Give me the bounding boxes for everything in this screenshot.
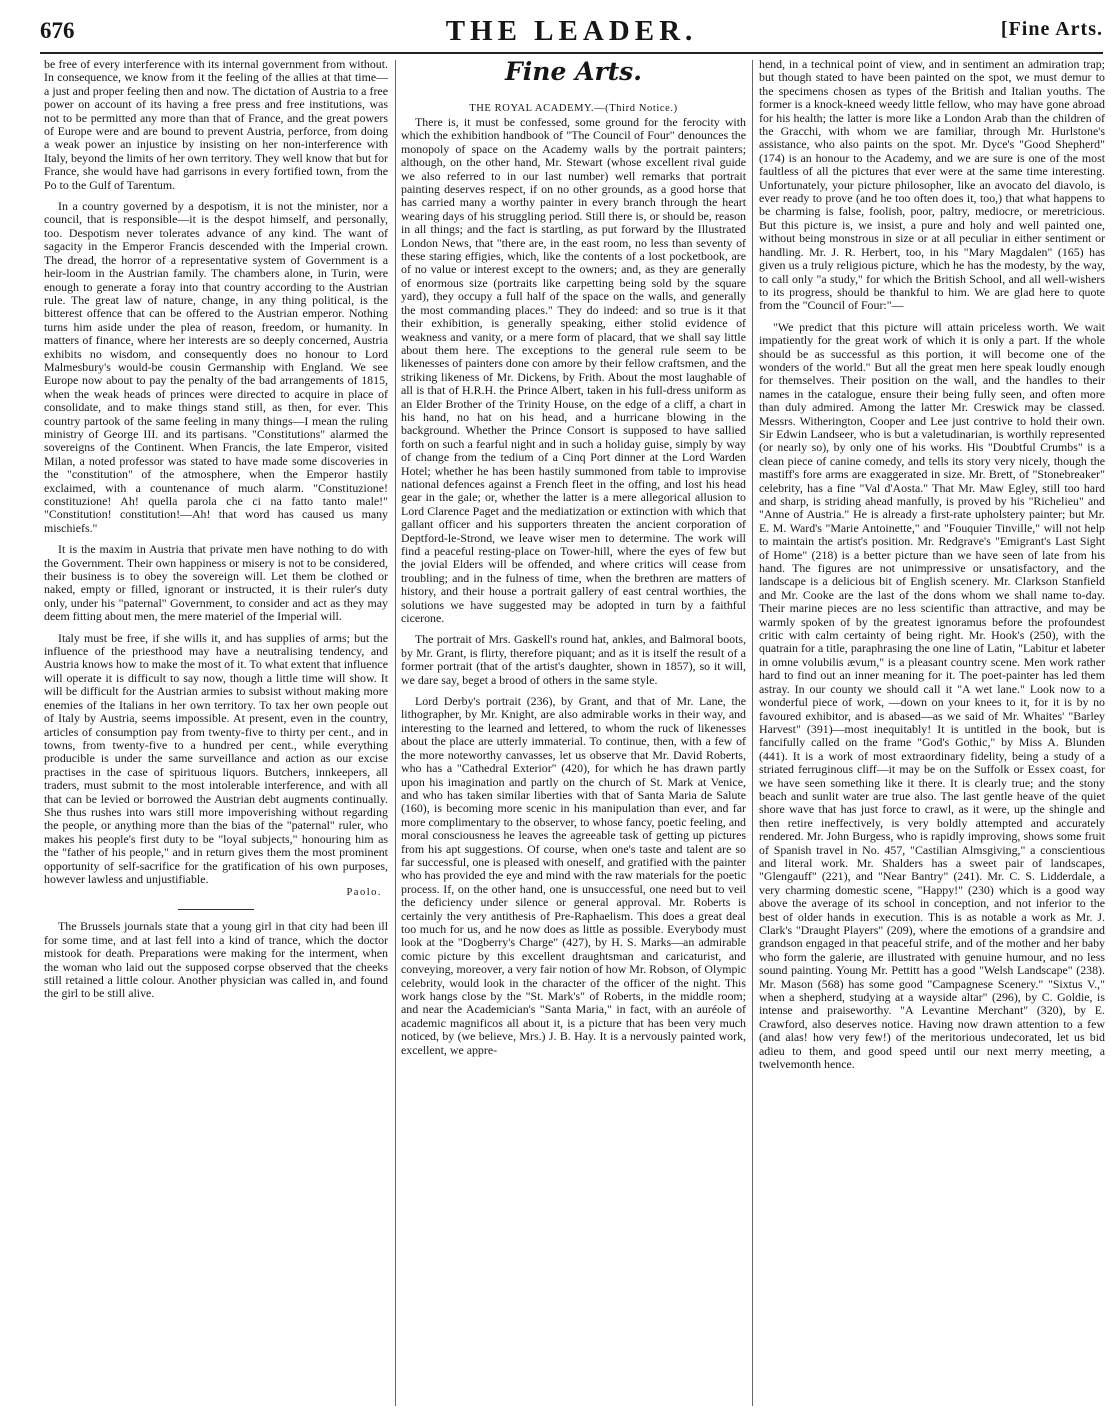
section-title: Fine Arts. [505, 58, 642, 86]
article-paragraph: "We predict that this picture will attain priceless worth. We wait impatiently for the great work of which it is only a part. If the whole should be as successful as this portion, it will become one of the wonders of the world." But all the great men here speak loudly enough for themselves. Their position on the wall, and the handles to their names in the catalogue, ensure their being fully seen, and often more than duly admired. Among the latter Mr. Creswick may be classed. Messrs. Witherington, Cooper and Lee just contrive to hold their own. Sir Edwin Landseer, who is but a valetudinarian, is worthily represented (or nearly so), by only one of his works. His "Doubtful Crumbs" is a clean piece of canine comedy, and tells its story very nicely, though the mastiff's fore arms are exaggerated in size. Mr. Brett, of "Stonebreaker" celebrity, has a fine "Val d'Aosta." That Mr. Maw Egley, still too hard and sharp, is striding ahead manfully, is proved by his "Richelieu" and "Anne of Austria." He is already a first-rate upholstery painter; but Mr. E. M. Ward's "Marie Antoinette," and "Fouquier Tinville," will not help to maintain the artist's position. Mr. Redgrave's "Emigrant's Last Sight of Home" (218) is a better picture than we have seen of late from his hand. The figures are not unimpressive or unsatisfactory, and the landscape is a delicious bit of English scenery. Mr. Clarkson Stanfield and Mr. Cooke are the last of the dons whom we shall name to-day. Their marine pieces are no less scientific than attractive, and may be warmly spoken of by the greatest ignoramus before the profoundest critic with calm certainty of being right. Mr. Hook's (250), with the quatrain for a title, paraphrasing the one line of Latin, "Labitur et labeter in omne volubilis ævum," is a pleasant country scene. Men work rather hard to find out an inner meaning for it. The poet-painter has led them astray. In our county we should call it "A wet lane." Look now to a wonderful piece of work, —down on your knees to it, for it is by no favoured exhibitor, and is abased—as we said of Mr. Whaites' "Barley Harvest" (391)—most inequitably! It is untitled in the book, but is fancifully called on the frame "God's Gothic," by Miss A. Blunden (441). It is a work of most extraordinary fidelity, being a study of a striated ferruginous cliff—it may be on the Suffolk or Essex coast, for we have seen something like it there. It is clearly true; and the stony beach and sunlit water are true also. The last gentle heave of the quiet shore wave that has just force to crawl, as it were, up the shingle and then retire ineffectively, is very boldly attempted and accurately rendered. Mr. John Burgess, who is rapidly improving, shows some fruit of Spanish travel in No. 457, "Castilian Almsgiving," a conscientious and literal work. Mr. Shalders has a sweet pair of landscapes, "Glengauff" (221), and "Near Bantry" (241). Mr. C. S. Lidderdale, a very charming domestic scene, "Happy!" (230) which is a good way above the average of its school in conception, and not inferior to the best of older hands in execution. This is as notable a work as Mr. J. Clark's "Draught Players" (209), where the emotions of a grandsire and grandson engaged in that peaceful strife, and of the mother and her baby who form the galerie, are illustrated with genuine humour, and no less sound painting. Young Mr. Pettitt has a good "Welsh Landscape" (238). Mr. Mason (568) has some good "Campagnese Scenery." "Sixtus V.," when a shepherd, studying at a wayside altar" (296), by C. Goldie, is intense and praiseworthy. "A Levantine Merchant" (320), by E. Crawford, also deserves notice. Having now drawn attention to a few (and alas! how very few!) of the meritorious undecorated, let us bid adieu to them, and good speed until our next merry meeting, a twelvemonth hence. [759, 319, 1105, 1072]
author-signature: Paolo. [346, 887, 382, 899]
page-header [40, 12, 1103, 54]
article-subtitle: THE ROYAL ACADEMY.—(Third Notice.) [469, 103, 678, 114]
column-rule [752, 60, 753, 1406]
column-right [759, 58, 1105, 1410]
article-divider [178, 909, 254, 910]
section-label: [Fine Arts. [1000, 18, 1103, 40]
article-paragraph: be free of every interference with its internal government from without. In consequence, we know from it the feeling of the allies at that time—a just and proper feeling then and now. The dictation of Austria to a free power on account of its having a free press and free institutions, was not to be permitted any more than that of France, and the great powers of Europe were and are bound to prevent Austria, perforce, from doing a weak power an injustice by insisting on her non-interference with Italy, beyond the limits of her own territory. They well know that but for France, she would have had garrisons in every fortified town, from the Po to the Gulf of Tarentum. [44, 58, 388, 192]
column-middle [401, 58, 746, 1410]
news-item-paragraph: The Brussels journals state that a young girl in that city had been ill for some time, and at last fell into a kind of trance, which the doctor mistook for death. Preparations were making for the interment, when the woman who laid out the supposed corpse observed that the cheeks still retained a little colour. Another physician was called in, and found the girl to be still alive. [44, 919, 388, 1001]
column-rule [395, 60, 396, 1406]
page-number: 676 [40, 18, 75, 43]
article-paragraph: It is the maxim in Austria that private men have nothing to do with the Government. Their own happiness or misery is not to be considered, their business is to obey the sovereign will. Let them be clothed or naked, empty or filled, ignorant or instructed, it is their ruler's duty only, under his "paternal" Government, to consider and act as they may deem fitting about men, the mere materiel of the Imperial will. [44, 542, 388, 624]
article-paragraph: There is, it must be confessed, some ground for the ferocity with which the exhibition handbook of "The Council of Four" denounces the monopoly of space on the Academy walls by the portrait painters; although, on the other hand, Mr. Stewart (whose excellent rival guide we also referred to in our last number) well remarks that portrait painting deserves respect, if on no other grounds, as a good horse that has carried many a worthy painter in every branch through the heart wearing days of his struggling period. Still there is, or should be, reason in all things; and the fact is startling, as put forward by the Illustrated London News, that "there are, in the east room, no less than seventy of these staring effigies, which, like the contents of a lost pocketbook, are of no value or interest except to the owners; and, as they are generally of enormous size (portraits like carpetting being sold by the square yard), they occupy a full half of the space on the walls, and generally the most commanding places." They do indeed: and so true is it that their exhibition, is generally speaking, either stolid evidence of weakness and vanity, or a mere form of placard, that we shall say little about them here. The exceptions to the general rule seem to be likenesses of painters done con amore by their fellow craftsmen, and the striking likeness of Mr. Dickens, by Frith. About the most laughable of all is that of H.R.H. the Prince Albert, taken in his full-dress uniform as an Elder Brother of the Trinity House, on the edge of a cliff, a chart in his hand, no hat on his head, and a hurricane blowing in the background. Whether the Prince Consort is supposed to have sallied forth on such a fearful night and in such a holiday guise, simply by way of change from the tedium of a Cinq Port dinner at the Lord Warden Hotel; whether he has been hastily summoned from table to improvise national defences against a French fleet in the offing, and lost his head gear in the gale; or, whether the latter is a mere allegorical allusion to Lord Clarence Paget and the mediatization or extinction with which that gallant officer and his supporters threaten the ancient corporation of Deptford-le-Strond, we leave wiser men to determine. The work will find a peaceful resting-place on Tower-hill, where the eyes of few but the jovial Elders will be offended, and where critics will cease from troubling; and in the fulness of time, when the brethren are matters of history, and their house a portrait gallery of east central worthies, the solutions we have suggested may be adopted in turn by a faithful cicerone. [401, 115, 746, 626]
article-paragraph: The portrait of Mrs. Gaskell's round hat, ankles, and Balmoral boots, by Mr. Grant, is flirty, therefore piquant; and as it is itself the result of a former portrait (that of the artist's daughter, shown in 1857), so it will, we dare say, beget a brood of others in the same style. [401, 632, 746, 687]
masthead-title: THE LEADER. [445, 15, 698, 47]
column-left [44, 58, 388, 1410]
article-paragraph: In a country governed by a despotism, it is not the minister, nor a council, that is responsible—it is the despot himself, and personally, too. Despotism never tolerates advance of any kind. The want of sagacity in the Emperor Francis descended with the Imperial crown. The dread, the horror of a representative system of Government is a heir-loom in the Austrian family. The chambers alone, in Turin, were enough to generate a foray into that country according to the Austrian rule. The great law of nature, change, in any thing political, is the bitterest offence that can be offered to the Austrian emperor. Nothing turns him aside under the plea of reason, freedom, or humanity. In matters of finance, where her interests are so deeply concerned, Austria exhibits no wisdom, and consequently does no honour to Lord Malmesbury's would-be cousin Germanship with England. We see Europe now about to pay the penalty of the bad arrangements of 1815, when the weak heads of princes were directed to acquire in place of consolidate, and to make things stand still, as then, for ever. This country partook of the same feeling in many things—I mean the ruling ministry of George III. and its partisans. "Constitutions" alarmed the sovereigns of the Continent. When Francis, the late Emperor, visited Milan, a noted professor was stated to have made some discoveries in the "constitution" of the atmosphere, when the Emperor hastily exclaimed, with a countenance of much alarm. "Constituzione! constituzione! Ah! quella parola che ci na fatto tanto male!" "Constitution! constitution!—Ah! that word has caused us many mischiefs." [44, 199, 388, 535]
article-paragraph: Lord Derby's portrait (236), by Grant, and that of Mr. Lane, the lithographer, by Mr. Knight, are also admirable works in their way, and interesting to the learned and lettered, to whom the ruck of likenesses about the place are utterly immaterial. To continue, then, with a few of the more noteworthy canvasses, let us observe that Mr. David Roberts, who has a "Cathedral Exterior" (420), for which he has drawn partly upon his imagination and partly on the church of St. Mark at Venice, and who has taken similar liberties with that of Santa Maria de Salute (160), is becoming more scenic in his manipulation than ever, and far more complimentary to the observer, to whose fancy, poetic feeling, and moral consciousness he leaves the agreeable task of getting up pictures from his apt suggestions. Of course, when one's taste and talent are so far successful, one is pleased with oneself, and gratified with the painter who has provided the eye and mind with the raw materials for the poetic process. If, on the other hand, one is unsuccessful, one need but to veil the deficiency under silence or general approval. Mr. Roberts is certainly the very antithesis of Pre-Raphaelism. This does a great deal too much for us, and he now does as little as possible. Everybody must look at the "Dogberry's Charge" (427), by H. S. Marks—an admirable comic picture by this excellent draughtsman and caricaturist, and conveying, moreover, a very fair notion of how Mr. Robson, of Olympic celebrity, would look in the character of the officer of the night. This work hangs close by the "St. Mark's" of Roberts, in the middle room; and near the Academician's "Santa Maria," in fact, with an auréole of academic magnificos all about it, is a picture that has been very much noticed, by (we believe, Mrs.) J. B. Hay. It is a nervously painted work, excellent, we appre- [401, 694, 746, 1057]
article-paragraph: Italy must be free, if she wills it, and has supplies of arms; but the influence of the priesthood may have a neutralising tendency, and Austria knows how to make the most of it. To what extent that influence will operate it is difficult to say now, though a little time will show. It will be difficult for the Austrian armies to subsist without making more enemies of the Italians in her own territory. To tax her own people out of Italy by Austria, seems impossible. At present, even in the country, articles of consumption pay from twenty-five to thirty per cent., and in towns, from twenty-five to a hundred per cent., while everything producible is under the same surveillance and action as our excise practises in the case of spirituous liquors. Butchers, innkeepers, all traders, must submit to the most intolerable interference, and with all that can be levied or borrowed the Austrian debt augments continually. She thus rushes into wars still more impoverishing without regarding the people, or anything more than the bias of the "paternal" ruler, who makes his people's first duty to be "loyal subjects," honouring him as the "father of his people," and in return gives them the most prominent opportunity of self-sacrifice for the gratification of his own purposes, however lawless and unjustifiable. [44, 630, 388, 886]
article-paragraph: hend, in a technical point of view, and in sentiment an admiration trap; but though stated to have been painted on the spot, we must demur to the specimens chosen as types of the British and Italian youths. The former is a knock-kneed weedy little fellow, who may have gone abroad for his health; the latter is more like a London Arab than the children of the Gracchi, with whom we are familiar, through Mr. Hurlstone's assistance, who also paints on the spot. Mr. Dyce's "Good Shepherd" (174) is an honour to the Academy, and we are sure is one of the most faultless of all the pictures that ever were at the same time interesting. Unfortunately, your picture philosopher, like an avocato del diavolo, is ever ready to prove (and he too often does it, too,) that what happens to be charming is false, foolish, poor, paltry, mediocre, or meretricious. But this picture is, we insist, a pure and holy and well painted one, without being monstrous in size or at all peculiar in either sentiment or handling. Mr. J. R. Herbert, too, in his "Mary Magdalen" (165) has given us a truly religious picture, which he has the modesty, by the way, to call only "a study," for which the British School, and all well-wishers to its progress, should be thankful to him. We are glad here to quote from the "Council of Four:"— [759, 58, 1105, 313]
